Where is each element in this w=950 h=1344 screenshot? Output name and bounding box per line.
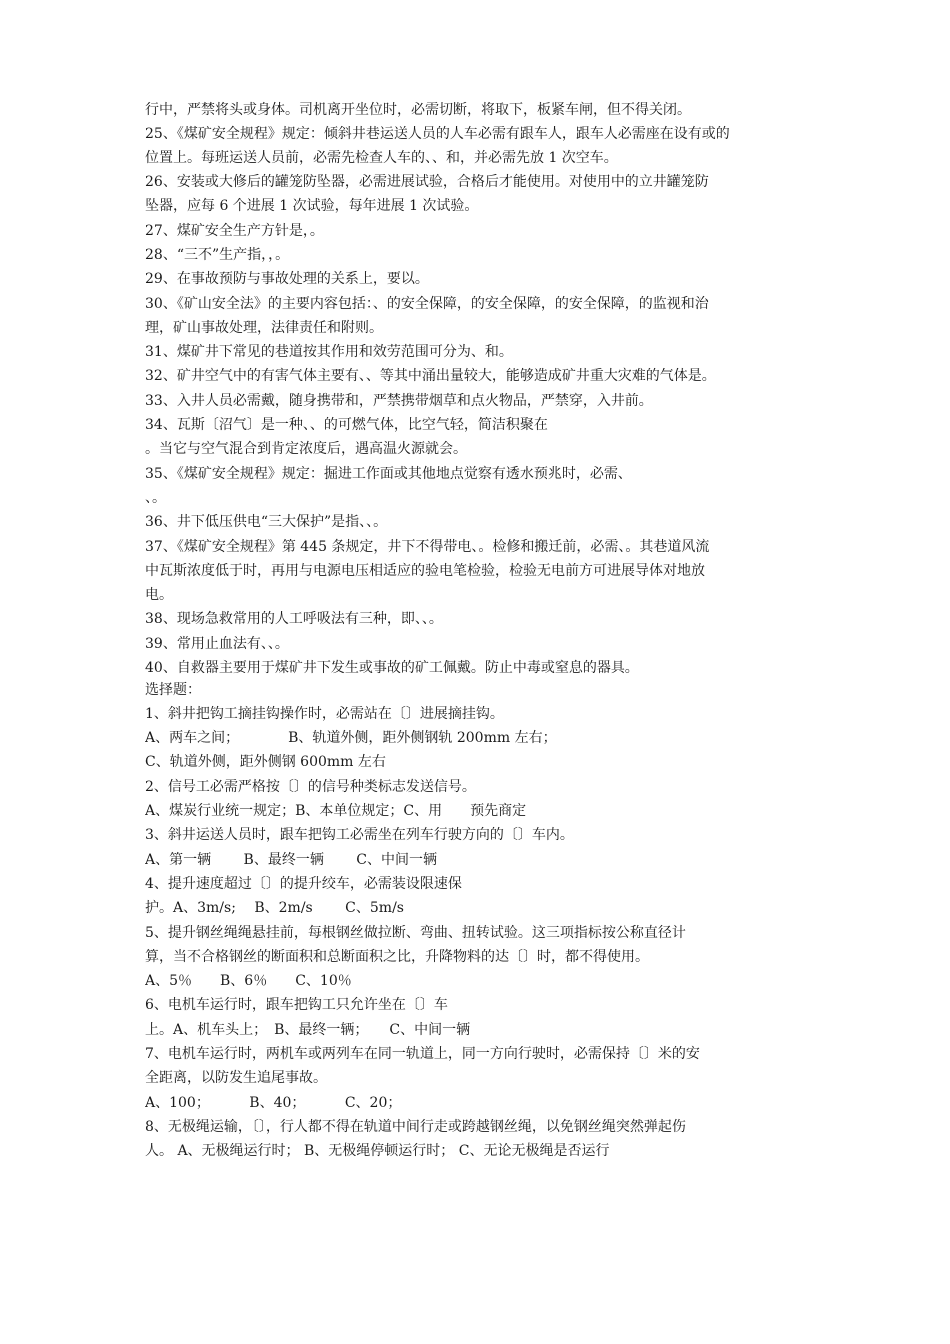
section-heading: 选择题：	[145, 682, 201, 699]
text-line: 。当它与空气混合到肯定浓度后，遇高温火源就会。	[145, 441, 467, 458]
text-line: 25、《煤矿安全规程》规定：倾斜井巷运送人员的人车必需有跟车人，跟车人必需座在设有或的	[145, 125, 730, 142]
text-line: 、。	[145, 489, 166, 506]
option-line: A、5％ B、6％ C、10％	[145, 973, 352, 990]
text-line: 行中，严禁将头或身体。司机离开坐位时，必需切断，将取下，板紧车闸，但不得关闭。	[145, 102, 691, 118]
text-line: 理，矿山事故处理，法律责任和附则。	[145, 319, 383, 336]
text-line: 37、《煤矿安全规程》第 445 条规定，井下不得带电、。检修和搬迁前，必需、。其巷道风流	[145, 538, 710, 555]
question-line: 5、提升钢丝绳绳悬挂前，每根钢丝做拉断、弯曲、扭转试验。这三项指标按公称直径计	[145, 924, 686, 941]
text-line: 29、在事故预防与事故处理的关系上，要以。	[145, 271, 429, 288]
option-line: A、煤炭行业统一规定；B、本单位规定；C、用 预先商定	[145, 803, 527, 820]
text-line: 30、《矿山安全法》的主要内容包括：、的安全保障，的安全保障，的安全保障，的监视和治	[145, 295, 709, 312]
text-line: 38、现场急救常用的人工呼吸法有三种，即、、。	[145, 611, 443, 628]
question-line: 1、斜井把钩工摘挂钩操作时，必需站在〔〕进展摘挂钩。	[145, 705, 504, 722]
document-text	[145, 100, 815, 1163]
option-line: C、轨道外侧，距外侧钢 600mm 左右	[145, 754, 386, 771]
text-line: 32、矿井空气中的有害气体主要有、、等其中涌出量较大，能够造成矿井重大灾难的气体是。	[145, 368, 716, 385]
option-line: 护。A、3m/s; B、2m/s C、5m/s	[145, 900, 404, 917]
text-line: 26、安装或大修后的罐笼防坠器，必需进展试验，合格后才能使用。对使用中的立井罐笼防	[145, 174, 709, 191]
option-line: A、两车之间； B、轨道外侧，距外侧钢轨 200mm 左右；	[145, 730, 557, 747]
text-line: 35、《煤矿安全规程》规定：掘进工作面或其他地点觉察有透水预兆时，必需、	[145, 465, 632, 482]
text-line: 40、自救器主要用于煤矿井下发生或事故的矿工佩戴。防止中毒或窒息的器具。	[145, 660, 639, 677]
text-line: 31、煤矿井下常见的巷道按其作用和效劳范围可分为、和。	[145, 344, 513, 361]
text-line: 位置上。每班运送人员前，必需先检查人车的、、和，并必需先放 1 次空车。	[145, 149, 618, 166]
question-line: 8、无极绳运输，〔〕，行人都不得在轨道中间行走或跨越钢丝绳，以免钢丝绳突然弹起伤	[145, 1118, 686, 1135]
text-line: 27、煤矿安全生产方针是，。	[145, 222, 324, 239]
option-line: A、100； B、40； C、20；	[145, 1094, 402, 1111]
text-line: 34、瓦斯〔沼气〕是一种、、的可燃气体，比空气轻，简洁积聚在	[145, 417, 548, 434]
text-line: 28、“三不”生产指，，。	[145, 246, 290, 263]
question-line: 4、提升速度超过〔〕的提升绞车，必需装设限速保	[145, 875, 462, 892]
option-line: 上。A、机车头上； B、最终一辆； C、中间一辆	[145, 1021, 471, 1038]
text-line: 36、井下低压供电“三大保护”是指、、。	[145, 514, 388, 531]
text-line: 电。	[145, 587, 173, 604]
question-line: 2、信号工必需严格按〔〕的信号种类标志发送信号。	[145, 778, 476, 795]
question-line: 3、斜井运送人员时，跟车把钩工必需坐在列车行驶方向的〔〕车内。	[145, 827, 574, 844]
text-line: 39、常用止血法有、、。	[145, 635, 289, 652]
option-line: 人。 A、无极绳运行时； B、无极绳停顿运行时； C、无论无极绳是否运行	[145, 1143, 610, 1160]
question-line: 算，当不合格钢丝的断面积和总断面积之比，升降物料的达〔〕时，都不得使用。	[145, 948, 649, 965]
option-line: A、第一辆 B、最终一辆 C、中间一辆	[145, 851, 438, 868]
text-line: 33、入井人员必需戴，随身携带和，严禁携带烟草和点火物品，严禁穿，入井前。	[145, 392, 653, 409]
text-line: 坠器，应每 6 个进展 1 次试验，每年进展 1 次试验。	[145, 198, 479, 215]
question-line: 全距离，以防发生追尾事故。	[145, 1070, 327, 1087]
question-line: 6、电机车运行时，跟车把钩工只允许坐在〔〕车	[145, 997, 448, 1014]
text-line: 中瓦斯浓度低于时，再用与电源电压相适应的验电笔检验，检验无电前方可进展导体对地放	[145, 562, 705, 579]
question-line: 7、电机车运行时，两机车或两列车在同一轨道上，同一方向行驶时，必需保持〔〕米的安	[145, 1045, 700, 1062]
